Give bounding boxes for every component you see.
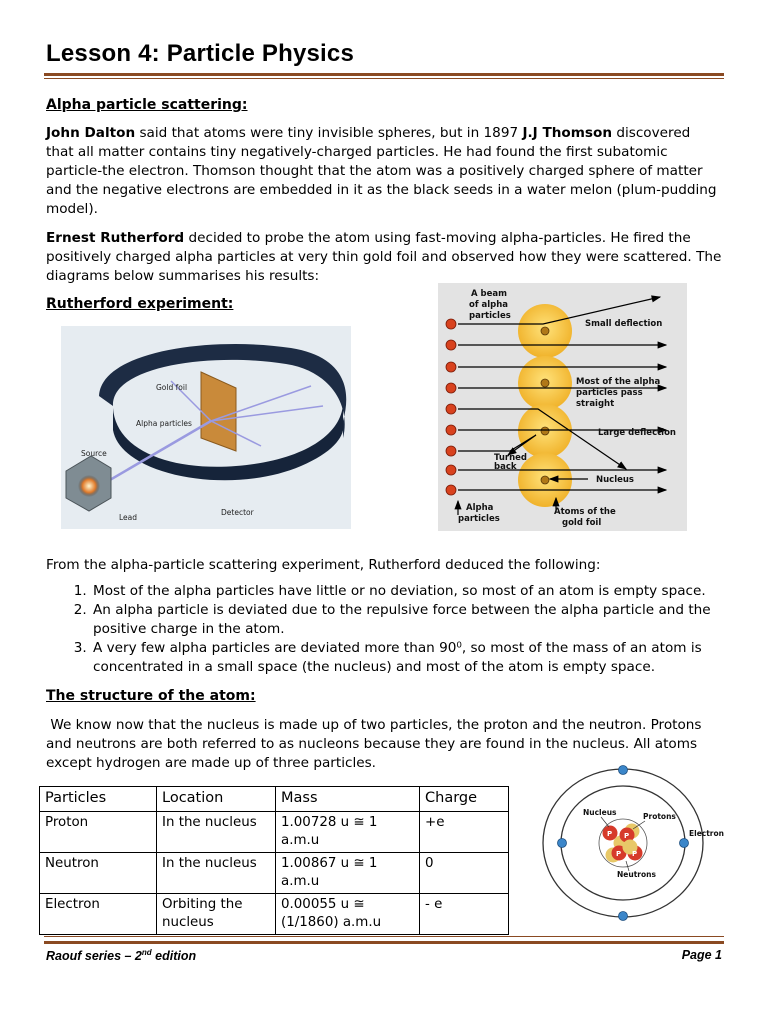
table-cell: 1.00867 u ≅ 1 a.m.u — [276, 853, 420, 894]
table-header-row — [40, 787, 509, 812]
label-nucleus: Nucleus — [583, 808, 617, 817]
label-nucleus: Nucleus — [596, 475, 634, 485]
rutherford-apparatus-diagram — [61, 326, 351, 529]
label-neutrons: Neutrons — [617, 870, 656, 879]
label-beam-3: particles — [469, 311, 511, 321]
footer-text: edition — [151, 949, 197, 964]
label-lead: Lead — [119, 513, 138, 522]
table-cell: Proton — [40, 812, 157, 853]
title-rule-thin — [44, 78, 724, 79]
table-cell: Orbiting the nucleus — [157, 894, 276, 935]
table-row — [40, 894, 509, 935]
proton-label: P — [616, 850, 622, 858]
alpha-particles-column — [446, 319, 456, 495]
label-turned-2: back — [494, 462, 517, 472]
footer-text: Raouf series – 2 — [46, 949, 142, 964]
header-location: Location — [157, 787, 276, 812]
label-source: Source — [81, 449, 107, 458]
name-thomson: J.J Thomson — [522, 125, 613, 141]
label-alpha-2: particles — [458, 514, 500, 524]
deduction-intro: From the alpha-particle scattering experiment, Rutherford deduced the following: — [46, 557, 601, 573]
label-beam-2: of alpha — [469, 300, 509, 310]
footer-series — [46, 948, 196, 963]
footer-rule-thin — [44, 936, 724, 937]
table-cell: 0.00055 u ≅ (1/1860) a.m.u — [276, 894, 420, 935]
label-turned-1: Turned — [494, 453, 528, 463]
atom-structure-diagram — [533, 763, 733, 921]
list-item: 1. Most of the alpha particles have little or no deviation, so most of an atom is empty space. — [91, 582, 767, 601]
label-large-deflection: Large deflection — [598, 428, 676, 438]
list-item: 3. A very few alpha particles are deviated more than 90⁰, so most of the mass of an atom is concentrated in a small space (the nucleus) and most of the atom is empty space. — [91, 639, 767, 677]
name-dalton: John Dalton — [46, 125, 136, 141]
scattering-atoms-diagram — [438, 283, 687, 531]
table-row — [40, 812, 509, 853]
table-cell: 0 — [420, 853, 509, 894]
label-most-3: straight — [576, 399, 615, 409]
label-detector: Detector — [221, 508, 254, 517]
footer-rule — [44, 941, 724, 944]
source-glow — [78, 475, 100, 497]
header-charge: Charge — [420, 787, 509, 812]
table-cell: +e — [420, 812, 509, 853]
label-gold-foil: Gold foil — [156, 383, 188, 392]
proton-label: P — [607, 830, 613, 838]
header-mass: Mass — [276, 787, 420, 812]
label-electron: Electron — [689, 829, 725, 838]
nucleus — [599, 819, 647, 867]
label-small-deflection: Small deflection — [585, 319, 663, 329]
section-heading-rutherford-experiment: Rutherford experiment: — [46, 296, 234, 312]
section-heading-structure: The structure of the atom: — [46, 688, 256, 704]
paragraph-thomson — [46, 124, 722, 219]
label-most-2: particles pass — [576, 388, 643, 398]
paragraph-structure: We know now that the nucleus is made up of two particles, the proton and the neutron. Protons and neutrons are both referred to as nucleons because they are found in the nucleus. All atoms except hydrogen are made up of three particles. — [46, 717, 706, 771]
text-span: decided to probe the atom using fast-moving alpha-particles. He fired the positively charged alpha particles at very thin gold foil and observed how they were scattered. The diagrams below summarises his results: — [46, 230, 722, 284]
text-span: discovered that all matter contains tiny negatively-charged particles. He had found the first subatomic particle-the electron. Thomson thought that the atom was a positively charged sphere of matter and the negative electrons are embedded in it as the black seeds in a water melon (plum-pudding model). — [46, 125, 717, 217]
label-alpha-1: Alpha — [466, 503, 494, 513]
table-cell: - e — [420, 894, 509, 935]
paragraph-rutherford — [46, 229, 722, 286]
footer-sup: nd — [141, 948, 152, 957]
table-cell: In the nucleus — [157, 853, 276, 894]
label-beam-1: A beam — [471, 289, 507, 299]
proton-label: P — [624, 832, 630, 840]
label-atoms-1: Atoms of the — [554, 507, 616, 517]
page-number: Page 1 — [681, 948, 722, 962]
section-heading-alpha-scattering: Alpha particle scattering: — [46, 97, 248, 113]
table-cell: Electron — [40, 894, 157, 935]
label-most-1: Most of the alpha — [576, 377, 661, 387]
name-rutherford: Ernest Rutherford — [46, 230, 185, 246]
label-protons: Protons — [643, 812, 676, 821]
text-span: said that atoms were tiny invisible spheres, but in 1897 — [135, 125, 523, 141]
table-cell: Neutron — [40, 853, 157, 894]
title-rule — [44, 73, 724, 76]
list-item: 2. An alpha particle is deviated due to the repulsive force between the alpha particle and the positive charge in the atom. — [91, 601, 767, 639]
table-row — [40, 853, 509, 894]
table-cell: In the nucleus — [157, 812, 276, 853]
label-alpha-particles: Alpha particles — [136, 419, 192, 428]
deductions-list — [46, 582, 767, 677]
header-particles: Particles — [40, 787, 157, 812]
page-title: Lesson 4: Particle Physics — [46, 40, 355, 67]
label-atoms-2: gold foil — [562, 518, 602, 528]
proton-label: P — [632, 850, 638, 858]
table-cell: 1.00728 u ≅ 1 a.m.u — [276, 812, 420, 853]
particles-table — [39, 786, 509, 935]
